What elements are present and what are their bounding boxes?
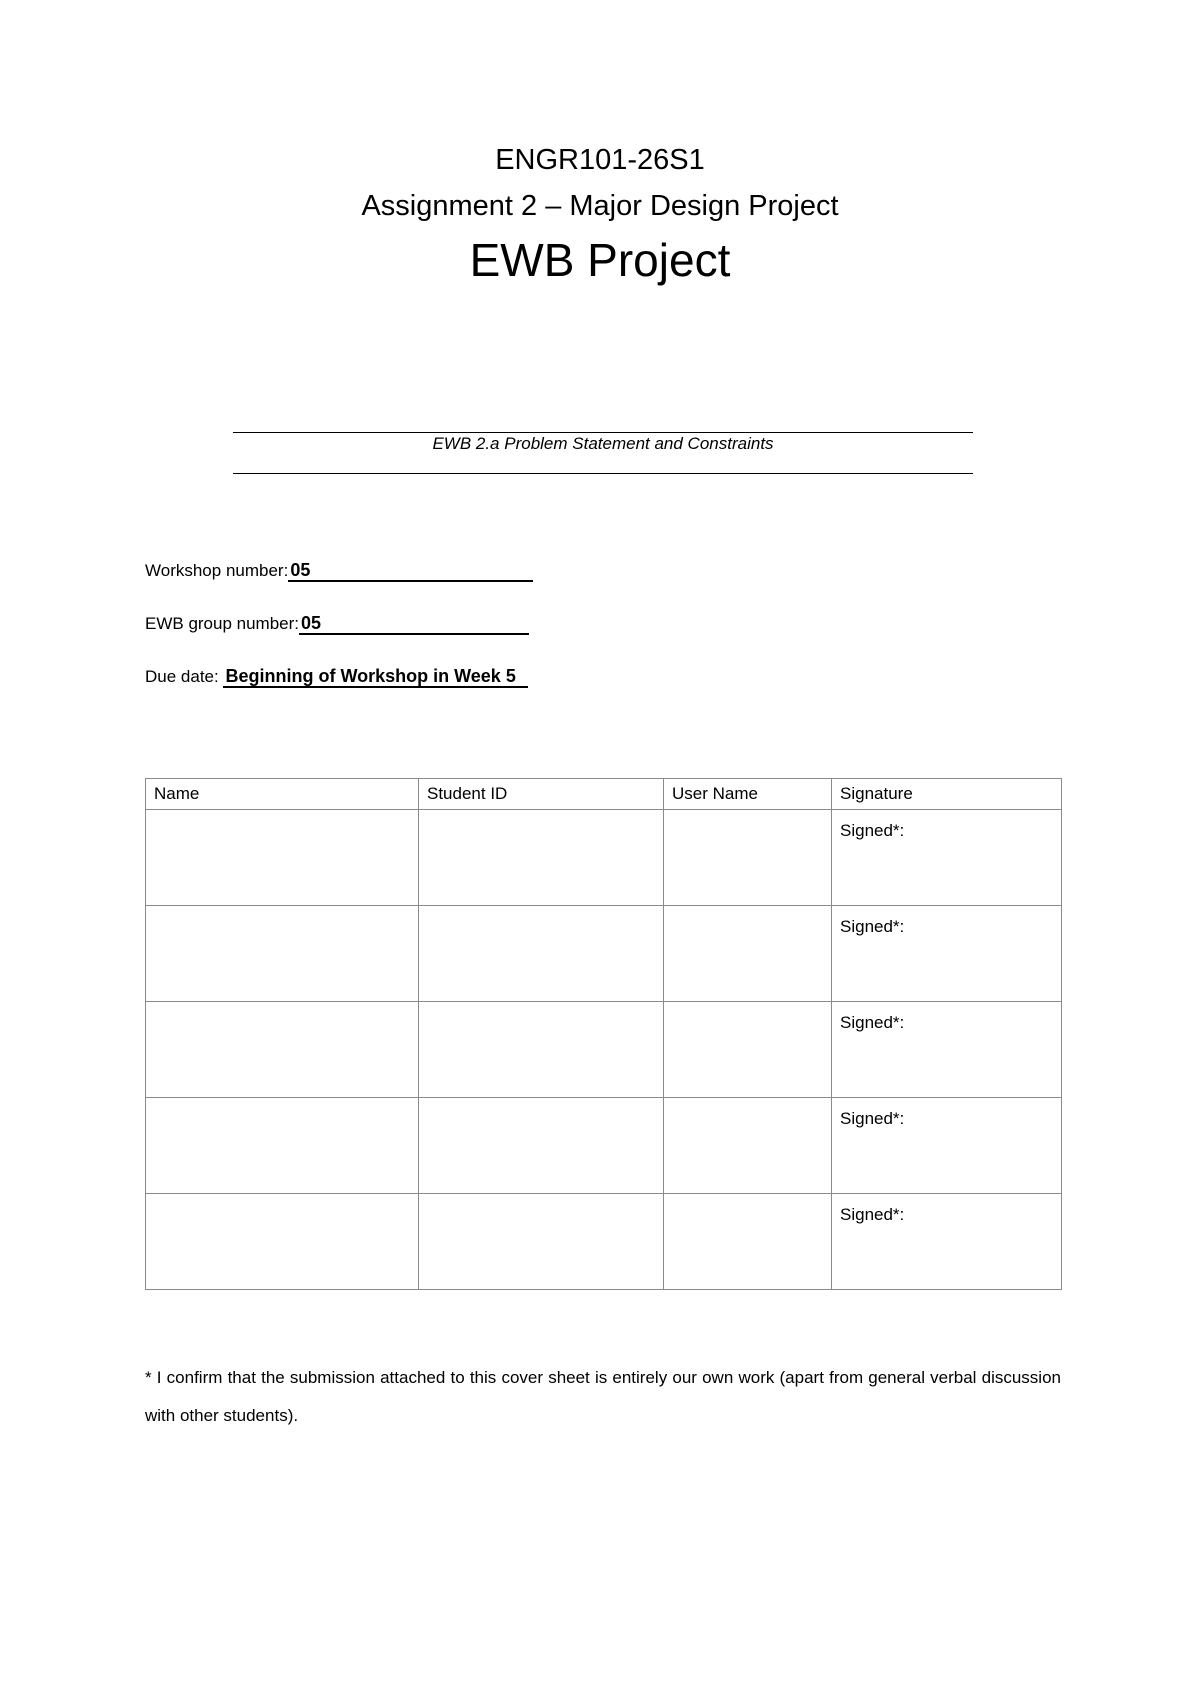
table-header-row [146, 779, 1062, 810]
group-members-table [145, 778, 1062, 1290]
header-signature: Signature [832, 779, 1062, 810]
table-row [146, 1002, 1062, 1098]
workshop-number-label: Workshop number: [145, 561, 289, 580]
user-name-cell[interactable] [664, 1002, 832, 1098]
course-code: ENGR101-26S1 [495, 144, 705, 176]
name-cell[interactable] [146, 1002, 419, 1098]
header-name: Name [146, 779, 419, 810]
subtitle-text: EWB 2.a Problem Statement and Constraints [432, 434, 774, 453]
assignment-title: Assignment 2 – Major Design Project [361, 190, 839, 222]
due-date-value[interactable]: Beginning of Workshop in Week 5 [223, 666, 527, 688]
due-date-label: Due date: [145, 667, 219, 686]
user-name-cell[interactable] [664, 1194, 832, 1290]
user-name-cell[interactable] [664, 810, 832, 906]
student-id-cell[interactable] [419, 810, 664, 906]
confirmation-statement: * I confirm that the submission attached to this cover sheet is entirely our own work (apart from general verbal discussion with other students). [145, 1368, 1061, 1425]
group-number-row [145, 613, 529, 635]
user-name-cell[interactable] [664, 906, 832, 1002]
name-cell[interactable] [146, 1194, 419, 1290]
student-id-cell[interactable] [419, 906, 664, 1002]
table-row [146, 810, 1062, 906]
user-name-cell[interactable] [664, 1098, 832, 1194]
table-row [146, 1098, 1062, 1194]
student-id-cell[interactable] [419, 1194, 664, 1290]
header-student-id: Student ID [419, 779, 664, 810]
signature-cell[interactable]: Signed*: [832, 1098, 1062, 1194]
student-id-cell[interactable] [419, 1002, 664, 1098]
group-number-label: EWB group number: [145, 614, 300, 633]
signature-cell[interactable]: Signed*: [832, 810, 1062, 906]
table-row [146, 1194, 1062, 1290]
name-cell[interactable] [146, 906, 419, 1002]
signature-cell[interactable]: Signed*: [832, 906, 1062, 1002]
workshop-number-row [145, 560, 533, 582]
due-date-row [145, 666, 528, 688]
header-user-name: User Name [664, 779, 832, 810]
project-title: EWB Project [469, 234, 731, 286]
student-id-cell[interactable] [419, 1098, 664, 1194]
name-cell[interactable] [146, 810, 419, 906]
group-number-value[interactable]: 05 [299, 613, 529, 635]
workshop-number-value[interactable]: 05 [288, 560, 533, 582]
name-cell[interactable] [146, 1098, 419, 1194]
signature-cell[interactable]: Signed*: [832, 1002, 1062, 1098]
table-row [146, 906, 1062, 1002]
subtitle-box [233, 432, 973, 474]
signature-cell[interactable]: Signed*: [832, 1194, 1062, 1290]
